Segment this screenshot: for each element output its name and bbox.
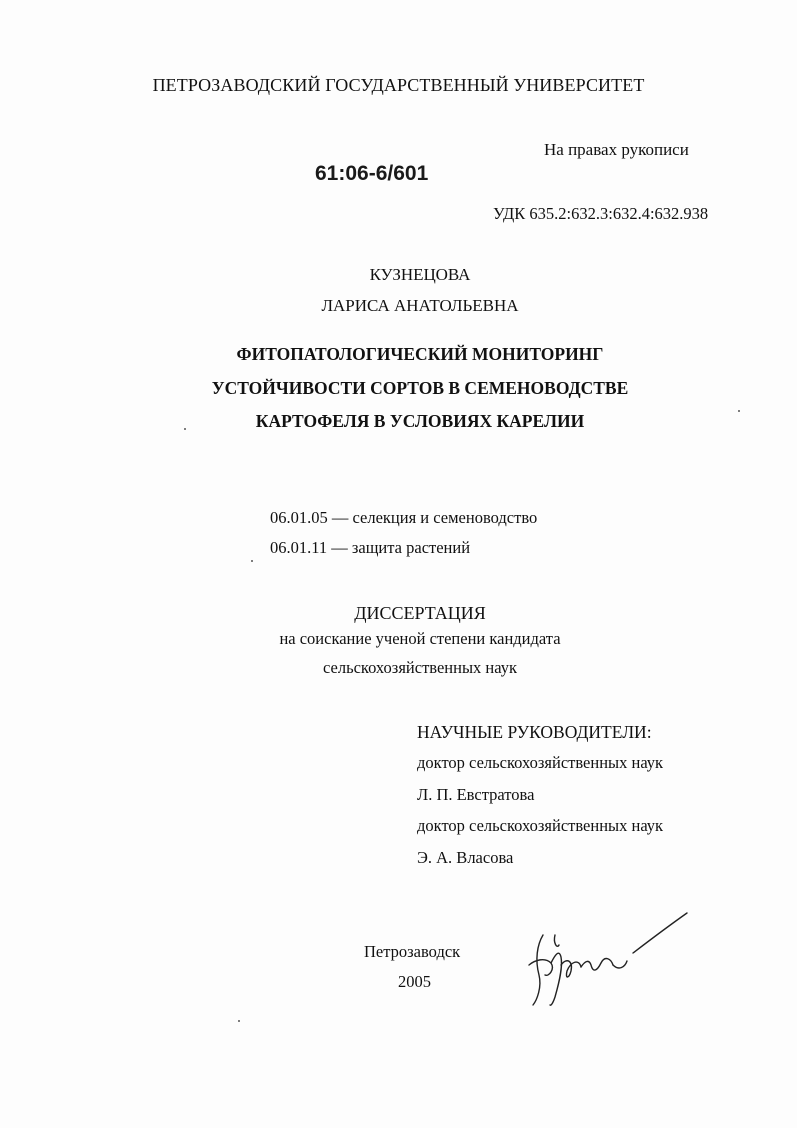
university-name: ПЕТРОЗАВОДСКИЙ ГОСУДАРСТВЕННЫЙ УНИВЕРСИТЕТ <box>152 75 645 95</box>
document-type-heading: ДИССЕРТАЦИЯ <box>354 603 486 623</box>
supervisors-heading: НАУЧНЫЕ РУКОВОДИТЕЛИ: <box>417 722 652 742</box>
thesis-title-line: УСТОЙЧИВОСТИ СОРТОВ В СЕМЕНОВОДСТВЕ <box>211 378 629 398</box>
supervisor-degree: доктор сельскохозяйственных наук <box>417 753 664 772</box>
specialty-code-line: 06.01.11 — защита растений <box>270 538 471 557</box>
publication-year: 2005 <box>398 972 431 991</box>
scan-speck <box>251 560 253 562</box>
archive-code: 61:06-6/601 <box>315 162 429 185</box>
thesis-title-line: КАРТОФЕЛЯ В УСЛОВИЯХ КАРЕЛИИ <box>255 411 585 431</box>
scan-speck <box>738 410 740 412</box>
degree-line: на соискание ученой степени кандидата <box>279 629 561 648</box>
handwritten-signature <box>515 905 695 1015</box>
specialty-code-line: 06.01.05 — селекция и семеноводство <box>270 508 538 527</box>
scan-speck <box>238 1020 240 1022</box>
supervisor-name: Э. А. Власова <box>417 848 514 867</box>
degree-line: сельскохозяйственных наук <box>322 658 517 677</box>
author-surname: КУЗНЕЦОВА <box>369 265 471 284</box>
publication-city: Петрозаводск <box>364 942 461 961</box>
supervisor-degree: доктор сельскохозяйственных наук <box>417 816 664 835</box>
manuscript-rights-note: На правах рукописи <box>544 140 689 159</box>
thesis-title-line: ФИТОПАТОЛОГИЧЕСКИЙ МОНИТОРИНГ <box>236 344 604 364</box>
udk-classification: УДК 635.2:632.3:632.4:632.938 <box>493 204 709 223</box>
scan-speck <box>184 428 186 430</box>
supervisor-name: Л. П. Евстратова <box>417 785 535 804</box>
author-name: ЛАРИСА АНАТОЛЬЕВНА <box>321 296 519 315</box>
